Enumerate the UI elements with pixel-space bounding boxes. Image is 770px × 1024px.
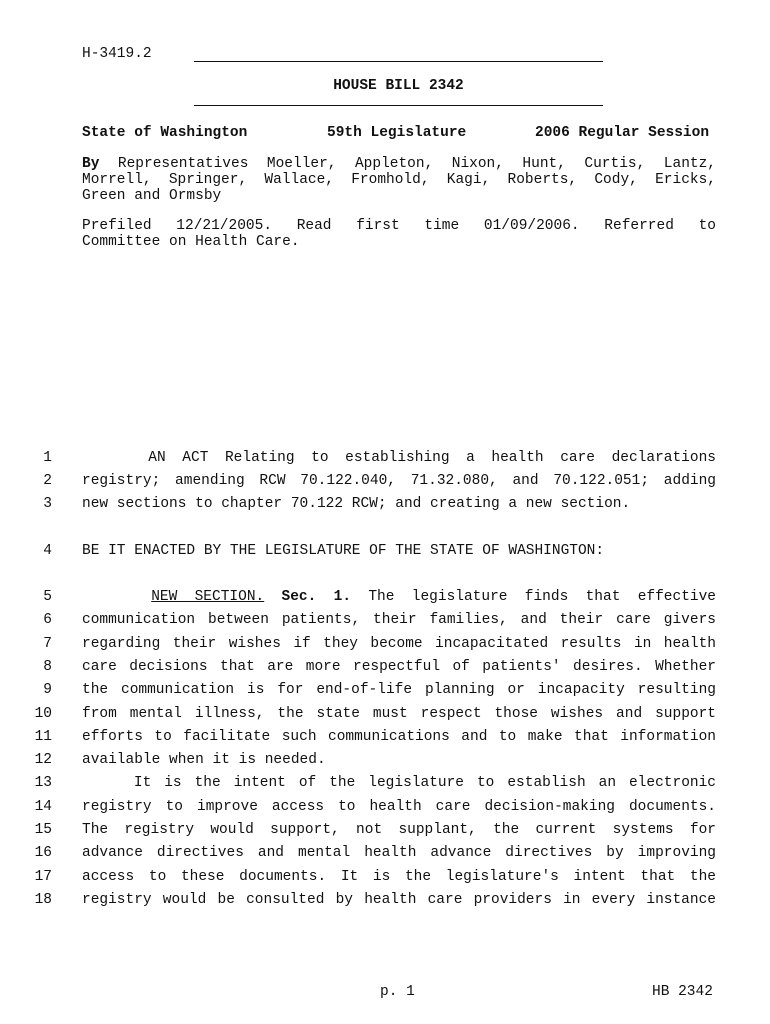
state-label: State of Washington xyxy=(82,125,248,141)
bill-line xyxy=(82,450,716,466)
line-number: 14 xyxy=(34,799,52,815)
bill-line xyxy=(82,775,716,791)
bill-line xyxy=(82,682,716,698)
line-number: 6 xyxy=(43,612,52,628)
line-text: from mental illness, the state must respect those wishes and support xyxy=(82,706,716,722)
line-number: 17 xyxy=(34,869,52,885)
line-text: The registry would support, not supplant, the current systems for xyxy=(82,822,716,838)
indent xyxy=(82,589,151,605)
line-number: 2 xyxy=(43,473,52,489)
line-text: regarding their wishes if they become incapacitated results in health xyxy=(82,636,716,652)
bill-line xyxy=(82,659,716,675)
new-section-label: NEW SECTION. xyxy=(151,589,265,605)
section-number: Sec. 1. xyxy=(281,589,352,605)
sponsors-line-1: By Representatives Moeller, Appleton, Nixon, Hunt, Curtis, Lantz, xyxy=(82,156,716,172)
line-number: 18 xyxy=(34,892,52,908)
line-text: communication between patients, their families, and their care givers xyxy=(82,612,716,628)
line-text: AN ACT Relating to establishing a health care declarations xyxy=(82,450,716,466)
line-number: 15 xyxy=(34,822,52,838)
line-text: BE IT ENACTED BY THE LEGISLATURE OF THE STATE OF WASHINGTON: xyxy=(82,543,605,559)
line-text: registry; amending RCW 70.122.040, 71.32.080, and 70.122.051; adding xyxy=(82,473,716,489)
line-text: registry to improve access to health care decision-making documents. xyxy=(82,799,716,815)
prefiled-line-1: Prefiled 12/21/2005. Read first time 01/09/2006. Referred to xyxy=(82,218,716,234)
bill-line xyxy=(82,636,716,652)
legislature-label: 59th Legislature xyxy=(327,125,467,141)
line-text: The legislature finds that effective xyxy=(368,589,717,605)
line-text: new sections to chapter 70.122 RCW; and creating a new section. xyxy=(82,496,631,512)
line-number: 16 xyxy=(34,845,52,861)
line-text: care decisions that are more respectful of patients' desires. Whether xyxy=(82,659,716,675)
bottom-rule xyxy=(194,105,603,106)
line-text: advance directives and mental health advance directives by improving xyxy=(82,845,716,861)
line-number: 3 xyxy=(43,496,52,512)
bill-line xyxy=(82,496,716,512)
bill-line xyxy=(82,612,716,628)
line-number: 10 xyxy=(34,706,52,722)
line-text: access to these documents. It is the legislature's intent that the xyxy=(82,869,716,885)
by-label: By xyxy=(82,156,100,172)
line-number: 12 xyxy=(34,752,52,768)
line-number: 8 xyxy=(43,659,52,675)
line-number: 13 xyxy=(34,775,52,791)
bill-line xyxy=(82,589,716,605)
bill-line xyxy=(82,822,716,838)
bill-line xyxy=(82,845,716,861)
line-number: 4 xyxy=(43,543,52,559)
bill-id: H-3419.2 xyxy=(82,46,152,62)
bill-line xyxy=(82,892,716,908)
bill-line xyxy=(82,706,716,722)
prefiled-line-2: Committee on Health Care. xyxy=(82,234,300,250)
sponsors-line-3: Green and Ormsby xyxy=(82,188,222,204)
bill-line xyxy=(82,799,716,815)
line-number: 1 xyxy=(43,450,52,466)
page-number: p. 1 xyxy=(380,984,415,1000)
line-text: efforts to facilitate such communications and to make that information xyxy=(82,729,716,745)
line-text: available when it is needed. xyxy=(82,752,326,768)
bill-line xyxy=(82,752,716,768)
bill-line xyxy=(82,473,716,489)
line-number: 11 xyxy=(34,729,52,745)
line-number: 9 xyxy=(43,682,52,698)
bill-title: HOUSE BILL 2342 xyxy=(333,78,464,94)
line-text: the communication is for end-of-life planning or incapacity resulting xyxy=(82,682,716,698)
line-text: registry would be consulted by health care providers in every instance xyxy=(82,892,716,908)
top-rule xyxy=(194,61,603,62)
footer-bill: HB 2342 xyxy=(652,984,713,1000)
line-number: 7 xyxy=(43,636,52,652)
sponsors-line-2: Morrell, Springer, Wallace, Fromhold, Kagi, Roberts, Cody, Ericks, xyxy=(82,172,716,188)
bill-line xyxy=(82,729,716,745)
line-number: 5 xyxy=(43,589,52,605)
session-label: 2006 Regular Session xyxy=(535,125,710,141)
bill-line xyxy=(82,869,716,885)
bill-line xyxy=(82,543,716,559)
line-text: It is the intent of the legislature to establish an electronic xyxy=(82,775,716,791)
